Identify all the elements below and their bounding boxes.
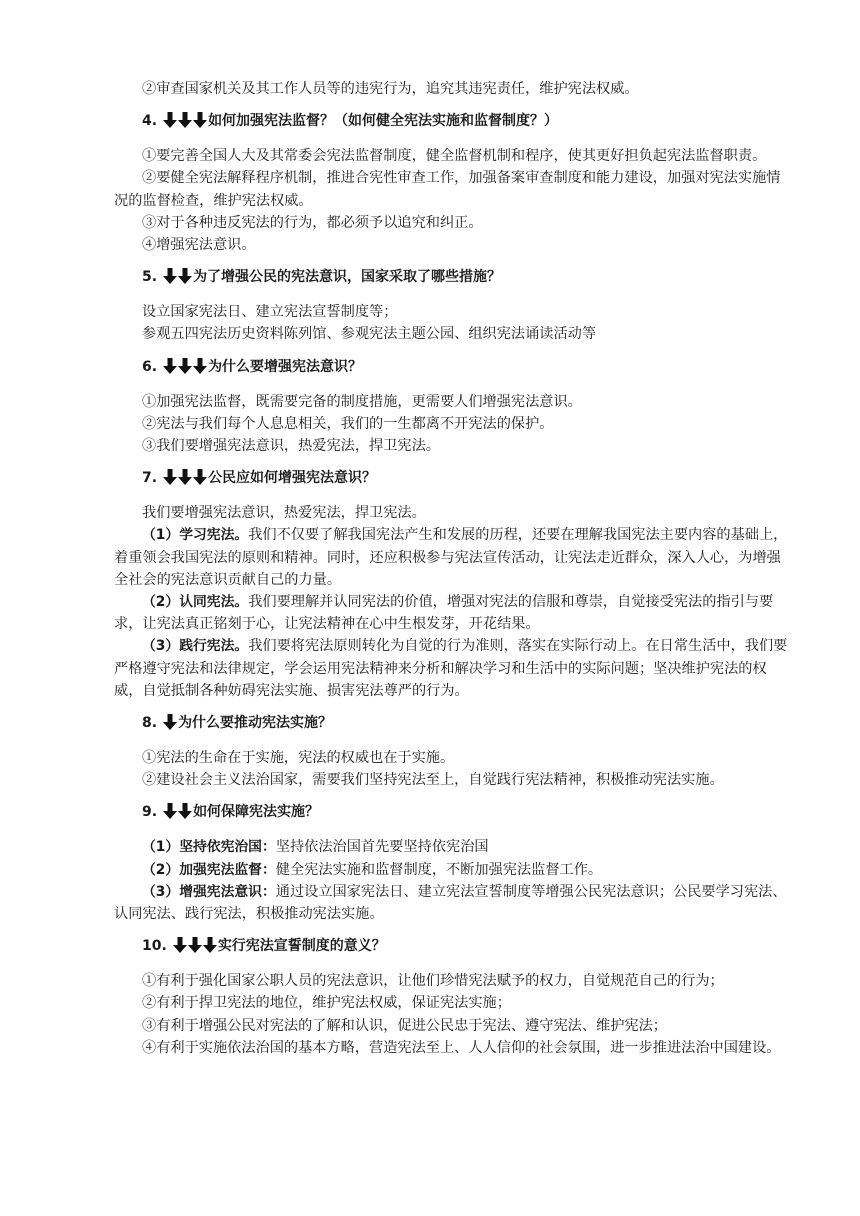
paragraph: ④有利于实施依法治国的基本方略，营造宪法至上、人人信仰的社会氛围，进一步推进法治中国建设。 xyxy=(142,1039,781,1056)
importance-arrows xyxy=(163,469,208,492)
section-title: 为什么要推动宪法实施？ xyxy=(178,715,333,732)
section-title: 为什么要增强宪法意识？ xyxy=(208,358,363,375)
section-number: 6. xyxy=(142,358,158,375)
down-arrow-icon xyxy=(163,112,177,128)
lead-paragraph: 我们要增强宪法意识，热爱宪法，捍卫宪法。 xyxy=(142,505,426,522)
importance-arrows xyxy=(163,268,193,291)
paragraph: ①要完善全国人大及其常委会宪法监督制度，健全监督机制和程序，使其更好担负起宪法监督职责。 xyxy=(142,148,767,165)
down-arrow-icon xyxy=(173,937,187,953)
paragraph: ②要健全宪法解释程序机制，推进合宪性审查工作，加强备案审查制度和能力建设，加强对宪法实施情况的监督检查，维护宪法权威。 xyxy=(114,170,781,209)
section-heading xyxy=(142,801,790,826)
item-text: 我们要将宪法原则转化为自觉的行为准则，落实在实际行动上。在日常生活中，我们要严格遵守宪法和法律规定，学会运用宪法精神来分析和解决学习和生活中的实际问题；坚决维护宪法的权威，自觉抵制各种妨碍宪法实施、损害宪法尊严的行为。 xyxy=(114,638,788,699)
item-text: 通过设立国家宪法日、建立宪法宣誓制度等增强公民宪法意识；公民要学习宪法、认同宪法、践行宪法，积极推动宪法实施。 xyxy=(114,883,787,923)
down-arrow-icon xyxy=(178,803,192,819)
down-arrow-icon xyxy=(178,469,192,485)
section-title: 实行宪法宣誓制度的意义？ xyxy=(217,938,386,955)
paragraph: ③有利于增强公民对宪法的了解和认识，促进公民忠于宪法、遵守宪法、维护宪法； xyxy=(142,1017,667,1034)
item-text: 坚持依法治国首先要坚持依宪治国 xyxy=(275,839,489,856)
section-number: 10. xyxy=(142,938,167,955)
importance-arrows xyxy=(173,937,218,960)
item-text: 我们要理解并认同宪法的价值，增强对宪法的信服和尊崇，自觉接受宪法的指引与要求，让宪法真正铭刻于心，让宪法精神在心中生根发芽，开花结果。 xyxy=(114,594,774,633)
section-9 xyxy=(114,801,790,925)
section-number: 9. xyxy=(142,804,158,821)
down-arrow-icon xyxy=(163,268,177,284)
section-7 xyxy=(114,467,790,702)
down-arrow-icon xyxy=(163,803,177,819)
section-heading xyxy=(142,356,790,381)
importance-arrows xyxy=(163,714,178,737)
section-title: 为了增强公民的宪法意识，国家采取了哪些措施？ xyxy=(193,269,502,286)
importance-arrows xyxy=(163,112,208,135)
section-heading xyxy=(142,467,790,492)
section-5 xyxy=(114,266,790,345)
section-heading xyxy=(142,712,790,737)
section-number: 7. xyxy=(142,470,158,487)
section-heading xyxy=(142,935,790,960)
section-number: 5. xyxy=(142,269,158,286)
intro-paragraph: ②审查国家机关及其工作人员等的违宪行为，追究其违宪责任，维护宪法权威。 xyxy=(142,81,639,97)
section-title: 如何保障宪法实施？ xyxy=(193,804,320,821)
item-label: （2）加强宪法监督： xyxy=(142,861,276,878)
down-arrow-icon xyxy=(163,469,177,485)
list-item xyxy=(114,591,790,635)
down-arrow-icon xyxy=(193,112,207,128)
section-8 xyxy=(114,712,790,791)
paragraph: ②建设社会主义法治国家，需要我们坚持宪法至上，自觉践行宪法精神，积极推动宪法实施。 xyxy=(142,772,724,789)
item-label: （3）增强宪法意识： xyxy=(142,883,276,900)
list-item xyxy=(114,836,790,858)
item-label: （2）认同宪法。 xyxy=(142,594,249,611)
item-text: 健全宪法实施和监督制度，不断加强宪法监督工作。 xyxy=(275,861,603,878)
importance-arrows xyxy=(163,803,193,826)
paragraph: ④增强宪法意识。 xyxy=(142,237,256,254)
section-heading xyxy=(142,110,790,135)
list-item xyxy=(114,859,790,881)
section-title: 如何加强宪法监督？（如何健全宪法实施和监督制度？） xyxy=(208,113,559,130)
list-item xyxy=(114,635,790,702)
section-heading xyxy=(142,266,790,291)
section-number: 4. xyxy=(142,113,158,130)
paragraph: ①加强宪法监督，既需要完备的制度措施，更需要人们增强宪法意识。 xyxy=(142,393,582,410)
down-arrow-icon xyxy=(163,358,177,374)
down-arrow-icon xyxy=(163,714,177,730)
down-arrow-icon xyxy=(193,469,207,485)
paragraph: ①宪法的生命在于实施，宪法的权威也在于实施。 xyxy=(142,750,455,767)
paragraph: ②有利于捍卫宪法的地位，维护宪法权威，保证宪法实施； xyxy=(142,995,511,1012)
item-label: （1）坚持依宪治国： xyxy=(142,839,276,856)
down-arrow-icon xyxy=(178,358,192,374)
paragraph: 设立国家宪法日、建立宪法宣誓制度等； xyxy=(142,304,398,321)
paragraph: 参观五四宪法历史资料陈列馆、参观宪法主题公园、组织宪法诵读活动等 xyxy=(142,326,597,343)
importance-arrows xyxy=(163,358,208,381)
section-4 xyxy=(114,110,790,256)
section-number: 8. xyxy=(142,715,158,732)
paragraph: ②宪法与我们每个人息息相关，我们的一生都离不开宪法的保护。 xyxy=(142,415,554,432)
list-item xyxy=(114,524,790,591)
section-title: 公民应如何增强宪法意识？ xyxy=(208,470,377,487)
down-arrow-icon xyxy=(203,937,217,953)
down-arrow-icon xyxy=(178,268,192,284)
item-label: （3）践行宪法。 xyxy=(142,638,249,655)
down-arrow-icon xyxy=(193,358,207,374)
down-arrow-icon xyxy=(188,937,202,953)
list-item xyxy=(114,881,790,925)
item-text: 我们不仅要了解我国宪法产生和发展的历程，还要在理解我国宪法主要内容的基础上，着重领会我国宪法的原则和精神。同时，还应积极参与宪法宣传活动，让宪法走近群众，深入人心，为增强全社会的宪法意识贡献自己的力量。 xyxy=(114,527,788,588)
section-10 xyxy=(114,935,790,1059)
paragraph: ③对于各种违反宪法的行为，都必须予以追究和纠正。 xyxy=(142,214,483,231)
item-label: （1）学习宪法。 xyxy=(142,527,249,544)
paragraph: ③我们要增强宪法意识，热爱宪法，捍卫宪法。 xyxy=(142,438,440,455)
paragraph: ①有利于强化国家公职人员的宪法意识，让他们珍惜宪法赋予的权力，自觉规范自己的行为； xyxy=(142,973,724,990)
down-arrow-icon xyxy=(178,112,192,128)
section-6 xyxy=(114,356,790,458)
